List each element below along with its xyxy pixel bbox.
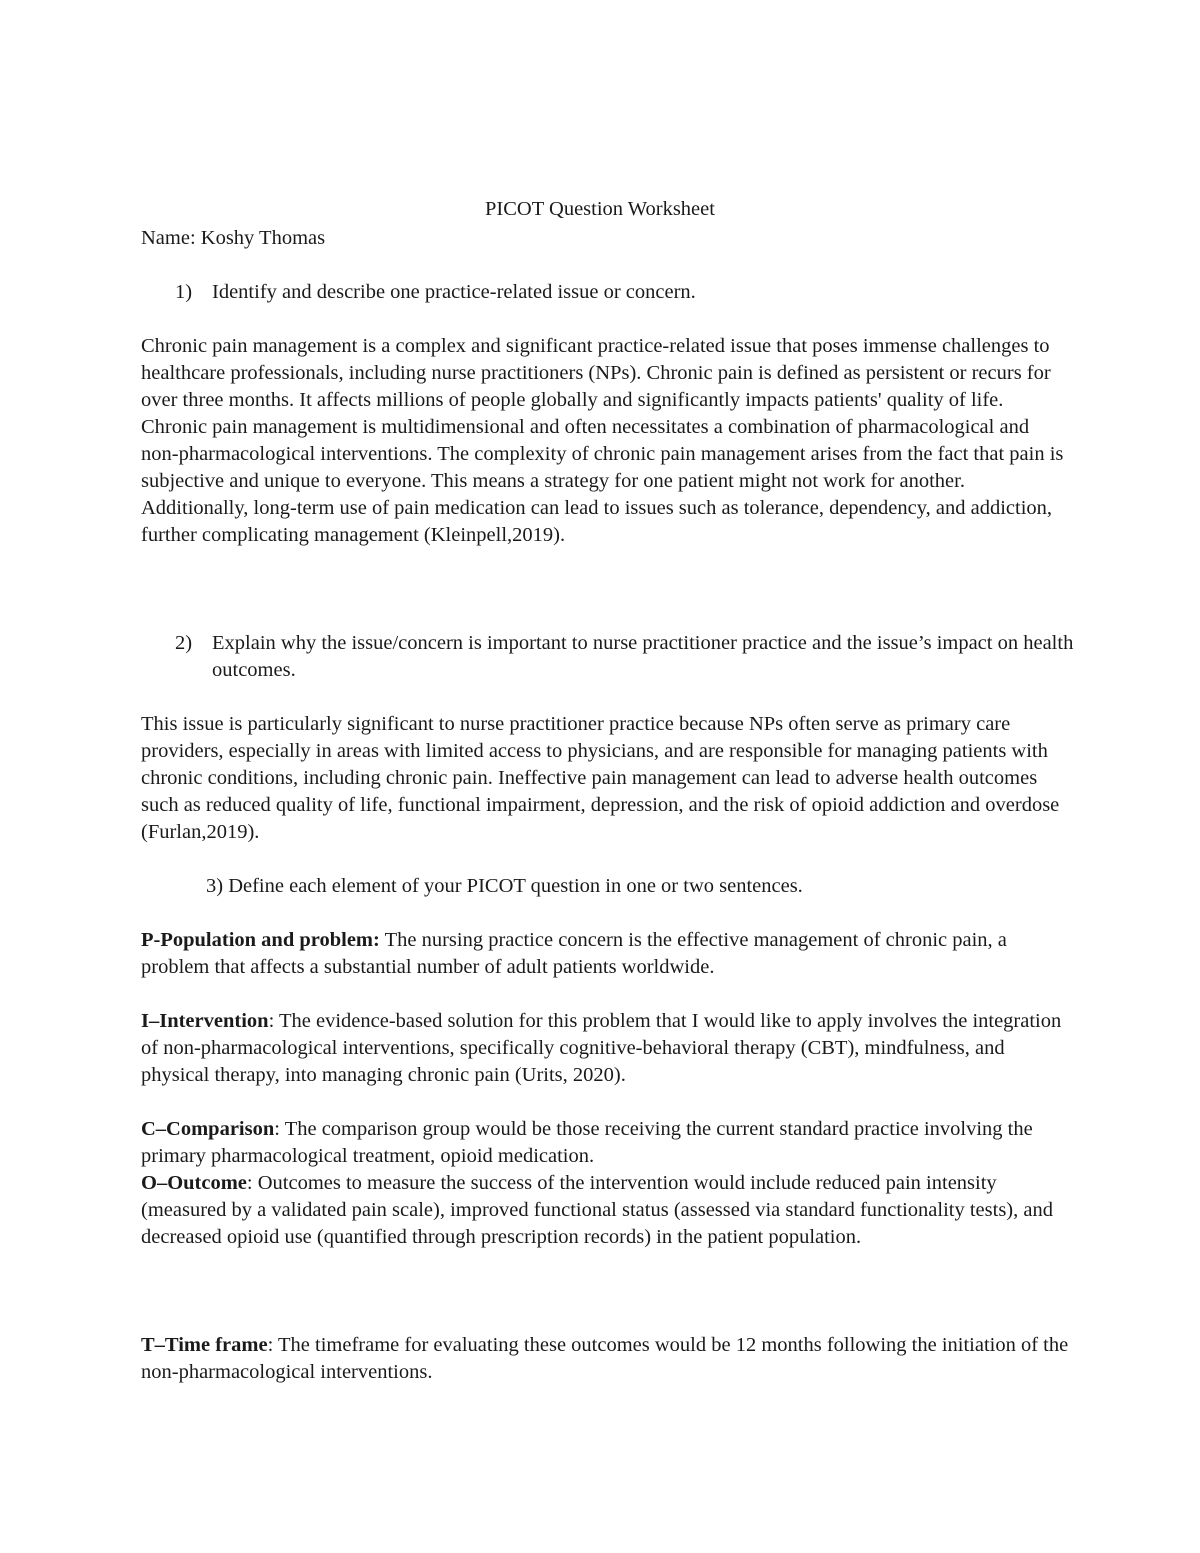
document-title: PICOT Question Worksheet — [485, 198, 715, 220]
picot-population-text: The nursing practice concern is the effective management of chronic pain, a problem that affects a substantial number of adult patients worldwide. — [141, 929, 1007, 978]
name-line: Name: Koshy Thomas — [141, 227, 326, 249]
picot-intervention — [141, 1008, 1071, 1089]
picot-population — [141, 927, 1071, 981]
question-3: 3) Define each element of your PICOT question in one or two sentences. — [206, 875, 803, 897]
picot-time-frame-label: T–Time frame — [141, 1334, 268, 1356]
picot-intervention-text: : The evidence-based solution for this problem that I would like to apply involves the integration of non-pharmacological interventions, specifically cognitive-behavioral therapy (CBT), mindfulness, and physical therapy, into managing chronic pain (Urits, 2020). — [141, 1010, 1062, 1086]
question-1-text: Identify and describe one practice-related issue or concern. — [212, 281, 696, 303]
picot-outcome-label: O–Outcome — [141, 1172, 247, 1194]
question-2-text: Explain why the issue/concern is important to nurse practitioner practice and the issue’s impact on health outcomes. — [212, 632, 1074, 681]
question-1-number: 1) — [175, 281, 193, 303]
picot-comparison-label: C–Comparison — [141, 1118, 275, 1140]
question-2-number: 2) — [175, 632, 193, 654]
answer-1-paragraph: Chronic pain management is a complex and significant practice-related issue that poses immense challenges to healthcare professionals, including nurse practitioners (NPs). Chronic pain is defined as persistent or recurs for over three months. It affects millions of people globally and significantly impacts patients' quality of life. Chronic pain management is multidimensional and often necessitates a combination of pharmacological and non-pharmacological interventions. The complexity of chronic pain management arises from the fact that pain is subjective and unique to everyone. This means a strategy for one patient might not work for another. Additionally, long-term use of pain medication can lead to issues such as tolerance, dependency, and addiction, further complicating management (Kleinpell,2019). — [141, 335, 1064, 546]
picot-intervention-label: I–Intervention — [141, 1010, 269, 1032]
question-1 — [175, 279, 1075, 306]
picot-outcome-text: : Outcomes to measure the success of the intervention would include reduced pain intensity (measured by a validated pain scale), improved functional status (assessed via standard functionality tests), and decreased opioid use (quantified through prescription records) in the patient population. — [141, 1172, 1053, 1248]
question-2 — [175, 630, 1075, 684]
picot-outcome — [141, 1170, 1071, 1251]
answer-2-paragraph: This issue is particularly significant to nurse practitioner practice because NPs often serve as primary care providers, especially in areas with limited access to physicians, and are responsible for managing patients with chronic conditions, including chronic pain. Ineffective pain management can lead to adverse health outcomes such as reduced quality of life, functional impairment, depression, and the risk of opioid addiction and overdose (Furlan,2019). — [141, 713, 1060, 843]
picot-comparison-text: : The comparison group would be those receiving the current standard practice involving the primary pharmacological treatment, opioid medication. — [141, 1118, 1033, 1167]
picot-time-frame — [141, 1332, 1071, 1386]
picot-comparison — [141, 1116, 1071, 1170]
picot-time-frame-text: : The timeframe for evaluating these outcomes would be 12 months following the initiation of the non-pharmacological interventions. — [141, 1334, 1069, 1383]
picot-population-label: P-Population and problem: — [141, 929, 380, 951]
